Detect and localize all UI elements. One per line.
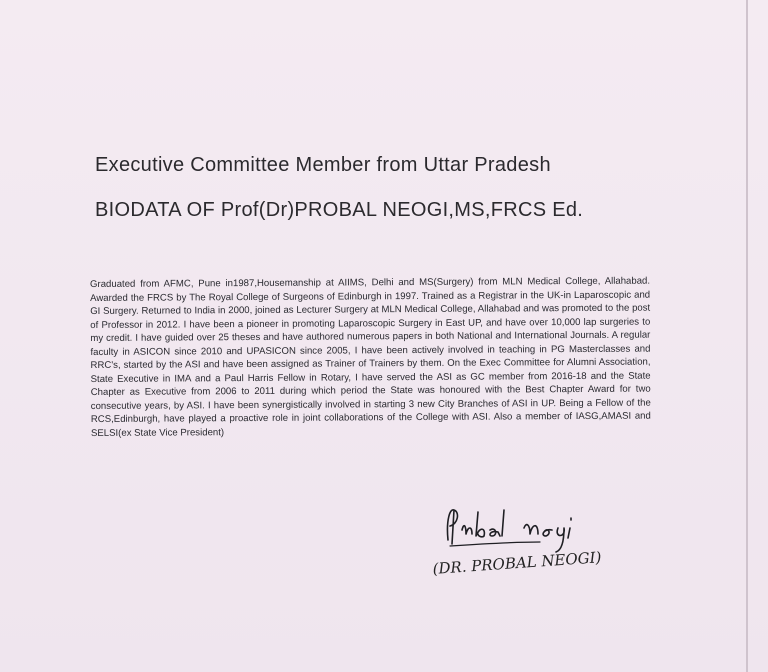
biodata-body: Graduated from AFMC, Pune in1987,Housemanship at AIIMS, Delhi and MS(Surgery) from MLN Medical College, Allahabad. Awarded the FRCS by The Royal College of Surgeons of Edinburgh in 1997. Trained as a Registrar in the UK-in Laparoscopic and GI Surgery. Returned to India in 2000, joined as Lecturer Surgery at MLN Medical College, Allahabad and was promoted to the post of Professor in 2012. I have been a pioneer in promoting Laparoscopic Surgery in East UP, and have over 10,000 lap surgeries to my credit. I have guided over 25 theses and have authored numerous papers in both National and International Journals. A regular faculty in ASICON since 2010 and UPASICON since 2005, I have been actively involved in teaching in PG Masterclasses and RRC's, started by the ASI and have been assigned as Trainer of Trainers by them. On the Exec Committee for Alumni Association, State Executive in IMA and a Paul Harris Fellow in Rotary, I have served the ASI as GC member from 2016-18 and the State Chapter as Executive from 2006 to 2011 during which period the State was honoured with the Best Chapter Award for two consecutive years, by ASI. I have been synergistically involved in starting 3 new City Branches of ASI in UP. Being a Fellow of the RCS,Edinburgh, have played a proactive role in joint collaborations of the College with ASI. Also a member of IASG,AMASI and SELSI(ex State Vice President) <box>90 275 651 439</box>
handwritten-signature <box>440 500 640 560</box>
signature-name: (DR. PROBAL NEOGI) <box>432 548 602 578</box>
biodata-title: BIODATA OF Prof(Dr)PROBAL NEOGI,MS,FRCS Ed. <box>95 199 584 221</box>
document-heading: Executive Committee Member from Uttar Pradesh <box>95 154 551 176</box>
page-edge <box>746 0 748 672</box>
